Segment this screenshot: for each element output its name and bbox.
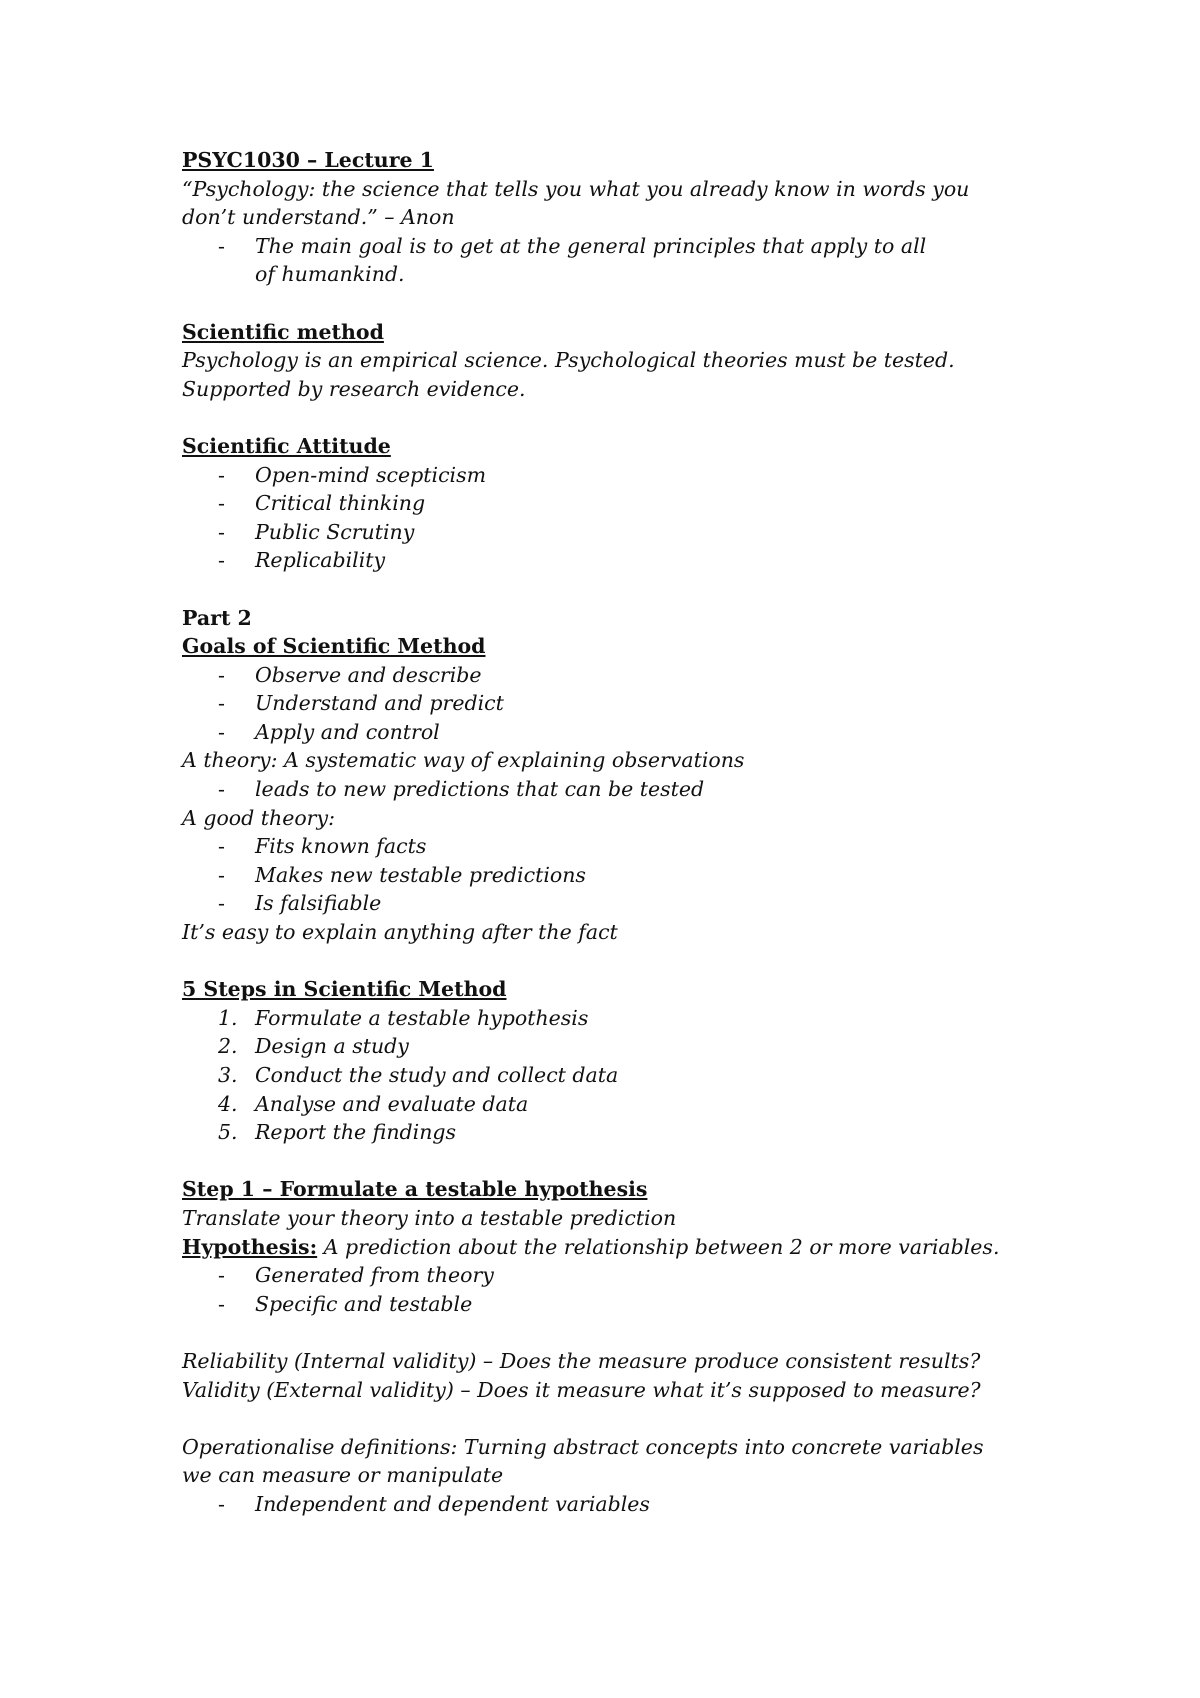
list-item: 3. Conduct the study and collect data [218,1063,619,1087]
section-heading-scientific-attitude: Scientific Attitude [182,433,391,458]
list-item: - Fits known facts [218,834,427,859]
spacer [182,289,1062,318]
spacer [182,947,1062,976]
section-heading-scientific-method: Scientific method [182,319,384,344]
hypothesis-label: Hypothesis: [182,1234,318,1259]
hypothesis-definition [182,1233,1062,1262]
theory-bullet-list [182,775,1062,804]
paragraph: Supported by research evidence. [182,376,526,401]
opening-quote: “Psychology: the science that tells you what you already know in words you don’t understand.” – Anon [182,176,970,230]
hypothesis-list [182,1261,1062,1318]
attitude-list [182,461,1062,575]
list-item: 2. Design a study [218,1034,409,1059]
operationalise-list [182,1490,1062,1519]
part-label: Part 2 [182,605,252,630]
list-item: - Open-mind scepticism [218,462,487,487]
good-theory-label: A good theory: [182,805,335,830]
goals-list [182,661,1062,747]
theory-definition: A theory: A systematic way of explaining observations [182,748,745,773]
paragraph: Translate your theory into a testable prediction [182,1205,677,1230]
spacer [182,1404,1062,1433]
good-theory-list [182,832,1062,918]
list-item: - Understand and predict [218,691,504,716]
list-item: - Specific and testable [218,1291,473,1316]
list-item: - Independent and dependent variables [218,1491,650,1516]
lecture-title: PSYC1030 – Lecture 1 [182,148,434,172]
operationalise-definition: Operationalise definitions: Turning abstract concepts into concrete variables we can measure or manipulate [182,1434,984,1488]
quote-bullet-list [182,232,1062,289]
paragraph: Psychology is an empirical science. Psychological theories must be tested. [182,348,955,373]
list-item: 1. Formulate a testable hypothesis [218,1005,589,1030]
five-steps-list [182,1004,1062,1147]
paragraph: It’s easy to explain anything after the fact [182,920,618,945]
document-body [182,146,1062,1519]
list-item: - Is falsifiable [218,891,382,916]
spacer [182,1318,1062,1347]
list-item: - leads to new predictions that can be tested [218,777,705,802]
list-item: - Replicability [218,548,386,573]
list-item: 4. Analyse and evaluate data [218,1091,529,1116]
list-item: - Makes new testable predictions [218,862,586,887]
spacer [182,1147,1062,1176]
reliability-definition: Reliability (Internal validity) – Does the measure produce consistent results? [182,1348,981,1373]
validity-definition: Validity (External validity) – Does it measure what it’s supposed to measure? [182,1377,981,1402]
section-heading-five-steps: 5 Steps in Scientific Method [182,977,507,1002]
list-item: - Public Scrutiny [218,519,415,544]
list-item: - Observe and describe [218,662,482,687]
hypothesis-text: A prediction about the relationship between 2 or more variables. [317,1234,1000,1259]
list-item: - Critical thinking [218,491,426,516]
spacer [182,575,1062,604]
list-item: - Apply and control [218,719,440,744]
list-item: 5. Report the findings [218,1120,457,1145]
section-heading-step1: Step 1 – Formulate a testable hypothesis [182,1177,648,1202]
list-item: - The main goal is to get at the general principles that apply to all of humankind. [218,233,927,287]
list-item: - Generated from theory [218,1263,494,1288]
section-heading-goals: Goals of Scientific Method [182,634,486,659]
spacer [182,403,1062,432]
